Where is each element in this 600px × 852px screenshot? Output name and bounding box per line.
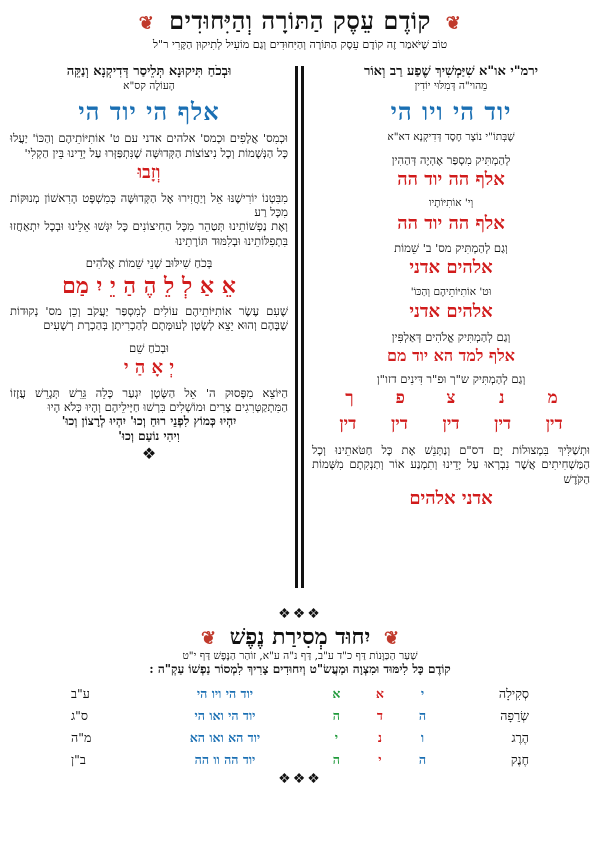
- left-name-2: וְזָבוּ: [137, 162, 161, 184]
- name-cell: יוד הה וו הה: [194, 752, 256, 767]
- right-name-2: אלף הה יוד הה: [397, 168, 505, 190]
- letter: נ: [499, 388, 505, 409]
- left-heading: וּבְכֹחַ תִּיקוּנָא תְּלֵיסַר דְּדִיקְנָא וְנַקֵּה: [66, 64, 232, 79]
- letter: צ: [446, 388, 456, 409]
- din: דין: [390, 413, 408, 434]
- letter-cell: ה: [332, 708, 340, 723]
- section-title: [0, 624, 600, 650]
- gematria-cell: ב"ן: [71, 752, 86, 767]
- right-column: [312, 64, 590, 594]
- letter: פ: [395, 388, 405, 409]
- right-line-f: וְגַם לְהַמְתִּיק ש"ך וּפ"ר דִּינִים דזו"ן: [376, 371, 526, 386]
- din: דין: [494, 413, 512, 434]
- letter: ך: [345, 388, 354, 409]
- section-sub-1: שַׁעַר הַכַּוָּנוֹת דַּף כ"ד ע"ב, דַּף נ"ה ע"א, זוֹהַר הַנֶּפֶשׁ דַּף י"ט: [182, 650, 418, 662]
- name-cell: יוד הי ויו הי: [196, 686, 254, 701]
- section-sub-2: קוֹדֶם כָּל לִימּוּד וּמִצְוָה וּמַעֲשׂ"ט וְיִחוּדִים צָרִיךְ לִמְסוֹר נַפְשׁוֹ עַקְ"ה :: [149, 662, 451, 676]
- left-para-5: הַיּוֹצֵא מִפָּסוּק ה' אֵל הַשָּׂטָן יִגְעַר כָּלֵה גֵּרֵשׁ תְּגָרֵשׁ עֲזָזוֹ הַמִּתְקַטְּרִגִים צָרִים וּמוֹשְׁלִים בִּרְשׁוּ חַיָּילֵיהֶם וְהָיוּ כְּלֹא הָיוּ: [10, 385, 288, 414]
- ornament-icon: ❦: [138, 13, 155, 34]
- left-sub: הָעוֹלֶה קס"א: [123, 80, 175, 93]
- table-row: [65, 705, 535, 727]
- ornament-icon: ❦: [445, 13, 462, 34]
- right-line-d: וּט' אוֹתִיּוֹתֵיהֶם וְהַכּוֹ': [410, 285, 492, 298]
- right-paragraph: וּתְשַׁלִּיךְ בִּמְצוּלוֹת יָם דס"ם וְנַתְּנֵשׁ אֶת כָּל חַטֹּאתֵינוּ וְכָל הַמַּשְׁחִיתִים אֲשֶׁר נִבְרְאוּ עַל יָדֵינוּ וְתִמְנַע אוֹר וְתַנְקִתָם מִשְּׁמוֹת הַקֹּדֶשׁ: [312, 442, 590, 486]
- right-name-4: אלהים אדני: [409, 257, 493, 279]
- ornament-icon: ❦: [383, 628, 400, 649]
- gematria-cell: מ"ה: [71, 730, 92, 745]
- divider-ornament: ❖❖❖: [278, 606, 322, 622]
- left-line-a: בְּכֹחַ שִׁילּוּב שְׁנֵי שֵׁמוֹת אֱלֹהִים: [85, 256, 213, 271]
- din: דין: [339, 413, 357, 434]
- page-title: [0, 6, 600, 36]
- yichud-table: [65, 683, 535, 771]
- right-name-5: אלהים אדני: [409, 301, 493, 322]
- right-name-6: אלף למד הא יוד מם: [387, 345, 515, 365]
- gematria-cell: ס"ג: [71, 708, 88, 723]
- death-type: שְׂרֵפָה: [500, 708, 529, 723]
- letter-cell: ה: [332, 752, 340, 767]
- left-names-line-2: וִיהִי נוֹעַם וְכוּ': [118, 429, 180, 444]
- letter-cell: ה: [418, 752, 427, 767]
- header: [0, 0, 600, 51]
- din: דין: [442, 413, 460, 434]
- column-divider: [295, 66, 304, 588]
- letter-cell: ה: [418, 708, 427, 723]
- name-cell: יוד הא ואו הא: [189, 730, 261, 745]
- letter-cell: ו: [420, 730, 425, 745]
- right-name-1: יוד הי ויו הי: [390, 97, 512, 127]
- left-line-b: וּבְכֹחַ שֵׁם: [129, 340, 169, 355]
- letter: מ: [547, 388, 558, 409]
- left-para-4: שֶׁעִם עֶשֶׂר אוֹתִיּוֹתֵיהֶם עוֹלִים לְמִסְפַּר יַעֲקֹב וְכֵן מס' נְקוּדוֹת שֶׁבָּהֶם וְהוּא יֵצֵא לְשָׂטָן לְעוּמָּתָם לְהַכְרִיתָן בְּהַכְרָת רְשָׁעִים: [10, 304, 288, 333]
- death-type: חֶנֶק: [510, 752, 529, 767]
- table-row: [65, 727, 535, 749]
- letter-cell: י: [420, 686, 425, 701]
- table-row: [65, 683, 535, 705]
- two-columns: [10, 64, 590, 594]
- letter-cell: י: [378, 752, 382, 767]
- dinim-row: [322, 414, 580, 435]
- din: דין: [545, 413, 563, 434]
- death-type: הֶרֶג: [511, 730, 529, 745]
- diamond-icon: ❖: [141, 444, 157, 464]
- left-para-2: מִבִּטְנוֹ יוֹרִישֶׁנּוּ אֵל וְיַחֲזִירוּ אֶל הַקְּדוּשָּׁה כְּמִשְׁפָּט הָרִאשׁוֹן מְנוּקּוֹת מִכָּל רַע: [10, 190, 288, 219]
- letter-cell: נ: [377, 730, 382, 745]
- end-ornament: ❖❖❖: [278, 771, 322, 787]
- section-title-text: יִחוּד מְסִירַת נֶפֶשׁ: [229, 624, 371, 650]
- right-sub: מֵהוי"ה דְּמִלּוּי יוֹדִין: [414, 80, 488, 93]
- right-final-names: אדני אלהים: [409, 487, 493, 509]
- letter-cell: א: [332, 686, 341, 701]
- left-para-1: וּכְמִס' אֲלָפִים וּכְמס' אלהים אדני עם ט' אוֹתִיּוֹתֵיהֶם וְהַכּוֹ' יַעֲלוּ כָּל הַנְּשָׁמוֹת וְכָל נִיצוֹצוֹת הַקְּדוּשָּׁה שֶׁנִּתְפַּזְּרוּ עַל יָדֵינוּ בֵּין הַקְלִי': [10, 131, 288, 160]
- letter-cell: ד: [376, 708, 383, 723]
- death-type: סְקִילָה: [498, 686, 529, 701]
- gematria-cell: ע"ב: [71, 686, 90, 701]
- right-name-3: אלף הה יוד הה: [397, 212, 505, 234]
- ornament-icon: ❦: [200, 628, 217, 649]
- left-para-3: וְאֶת נַפְשׁוֹתֵינוּ תְּטַהֵר מִכָּל הַחִיצוֹנִים כָּל יִגְּשׁוּ אֵלֵינוּ וּבְכָל יִתְאַחֲזוּ בִּתְפִלּוֹתֵינוּ וּבְלִמּוּד תּוֹרָתֵינוּ: [10, 219, 288, 248]
- right-line-c: וְגַם לְהַמְתִּיק מס' ב' שֵׁמוֹת: [394, 241, 508, 255]
- letter-cell: י: [334, 730, 338, 745]
- page-title-text: קוֹדֶם עֵסֶק הַתּוֹרָה וְהַיִּחוּדִים: [169, 6, 431, 35]
- right-line-e: וְגַם לְהַמְתִּיק אֱלֹהִים דְּאַלְפִּין: [391, 329, 511, 344]
- page-subtitle: טוֹב שֶׁיֹּאמַר זֶה קוֹדֶם עֵסֶק הַתּוֹרָה וְהַיִּחוּדִים וְגַם מוֹעִיל לְתִיקוּן הַקֶּרִי ר"ל: [152, 38, 448, 51]
- name-cell: יוד הי ואו הי: [194, 708, 256, 723]
- right-heading: ירמ"י או"א שִׁיַּמְשִׁיךְ שֶׁפַע רַב וְאוֹר: [363, 64, 539, 79]
- left-column: [10, 64, 288, 594]
- left-name-1: אלף הי יוד הי: [78, 97, 220, 127]
- left-names-line-1: יִהְיוּ כְּמוֹץ לִפְנֵי רוּחַ וְכוּ' יִהְיוּ לְרָצוֹן וְכוּ': [61, 414, 237, 429]
- left-name-3: אֵ אַ לְ לֵ הֶ הַ יֵ יִ מַם: [62, 272, 236, 299]
- bottom-section: [0, 606, 600, 787]
- right-line-b: וְי' אוֹתִיּוֹתָיו: [428, 197, 474, 210]
- letter-cell: א: [375, 686, 384, 701]
- letters-row: [324, 388, 578, 409]
- right-line-a: לְהַמְתִּיק מִסְפַּר אֶהְיֶה דְּהַהִין: [391, 152, 511, 167]
- table-row: [65, 749, 535, 771]
- right-sub-2: שֶׁבְּתוֹ"י נוֹצָר חֶסֶד דְּדִיקְנָא דא"א: [387, 131, 515, 144]
- left-name-4: יְ אָ הַ י: [123, 357, 175, 379]
